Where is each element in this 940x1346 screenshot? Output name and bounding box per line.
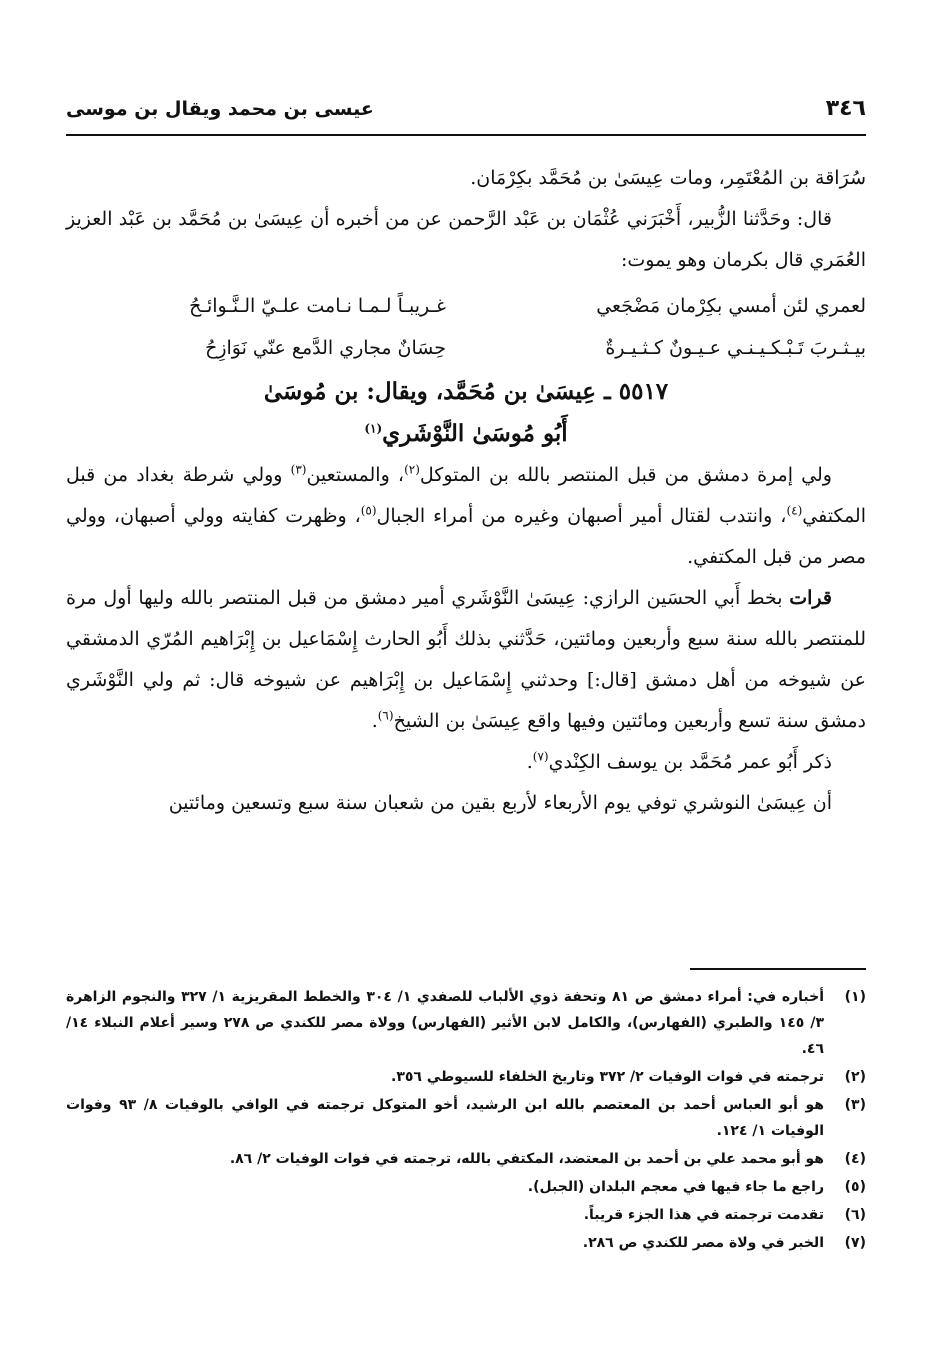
footnote-text: هو أبو محمد علي بن أحمد بن المعتضد، المكتفي بالله، ترجمته في فوات الوفيات ٢/ ٨٦. <box>229 1151 824 1167</box>
footnotes <box>66 984 866 1258</box>
paragraph-5-text-2: . <box>526 751 533 773</box>
entry-subheading <box>66 413 866 455</box>
paragraph-4-text-1: بخط أَبي الحسَين الرازي: عِيسَىٰ النَّوْشَري أمير دمشق من قبل المنتصر بالله وليها أول مرة للمنتصر بالله سنة سبع وأربعين ومائتين، حَدَّثني بذلك أَبُو الحارث إِسْمَاعيل بن إِبْرَاهيم المُرّي الدمشقي عن شيوخه من أهل دمشق [قال:] وحدثني إِسْمَاعيل بن إِبْرَاهيم عن شيوخه قال: ثم ولي النَّوْشَري دمشق سنة تسع وأربعين ومائتين وفيها واقع عِيسَىٰ بن الشيخ <box>66 587 866 732</box>
paragraph-5-text-1: ذكر أَبُو عمر مُحَمَّد بن يوسف الكِنْدي <box>548 751 832 773</box>
footnote-number: (٥) <box>844 1179 866 1195</box>
footnote-number: (١) <box>844 989 866 1005</box>
footnote-3 <box>66 1092 866 1144</box>
paragraph-6: أن عِيسَىٰ النوشري توفي يوم الأربعاء لأربع بقين من شعبان سنة سبع وتسعين ومائتين <box>168 792 832 814</box>
paragraph-4-text-2: . <box>371 710 378 732</box>
paragraph-5 <box>66 742 866 783</box>
footnote-7 <box>66 1230 866 1256</box>
footnote-ref-3[interactable]: (٣) <box>290 462 307 477</box>
paragraph-3-text-2: ، والمستعين <box>306 464 405 486</box>
footnote-ref-5[interactable]: (٥) <box>360 503 377 518</box>
footnote-5 <box>66 1174 866 1200</box>
footnote-1 <box>66 984 866 1062</box>
footnote-ref-6[interactable]: (٦) <box>377 708 394 723</box>
footnote-2 <box>66 1064 866 1090</box>
footnote-number: (٤) <box>844 1151 866 1167</box>
footnote-ref-4[interactable]: (٤) <box>786 503 803 518</box>
paragraph-4 <box>66 578 866 742</box>
footnote-text: هو أبو العباس أحمد بن المعتصم بالله ابن الرشيد، أخو المتوكل ترجمته في الوافي بالوفيات ٨/ ٩٣ وفوات الوفيات ١/ ١٢٤. <box>66 1097 824 1139</box>
paragraph-4-lead-word: قرات <box>789 587 832 609</box>
paragraph-3-text-1: ولي إمرة دمشق من قبل المنتصر بالله بن المتوكل <box>419 464 832 486</box>
paragraph-2: قال: وحَدَّثنا الزُّبير، أَخْبَرَني عُثْمَان بن عَبْد الرَّحمن عن من أخبره أن عِيسَىٰ بن مُحَمَّد بن عَبْد العزيز العُمَري قال بكرمان وهو يموت: <box>66 208 866 271</box>
footnote-text: راجع ما جاء فيها في معجم البلدان (الجبل). <box>527 1179 824 1195</box>
footnote-number: (٦) <box>844 1207 866 1223</box>
running-title: عيسى بن محمد ويقال بن موسى <box>66 98 374 120</box>
poem-line-2-first-hemistich: بيـثـربَ تَـبْـكـيـنـي عـيـونٌ كـثـيـرةٌ <box>605 337 866 359</box>
footnote-ref-1[interactable]: (١) <box>364 421 383 436</box>
page-header <box>66 96 866 132</box>
poem-line-1 <box>66 285 866 327</box>
entry-subheading-text: أَبُو مُوسَىٰ النَّوْشَري <box>382 420 568 447</box>
footnote-6 <box>66 1202 866 1228</box>
paragraph-3 <box>66 455 866 578</box>
footnote-number: (٢) <box>844 1069 866 1085</box>
footnote-ref-2[interactable]: (٢) <box>404 462 420 477</box>
entry-heading: ٥٥١٧ ـ عِيسَىٰ بن مُحَمَّد، ويقال: بن مُوسَىٰ <box>263 378 669 405</box>
footnote-text: تقدمت ترجمته في هذا الجزء قريباً. <box>583 1207 824 1223</box>
poem-line-2 <box>66 327 866 369</box>
footnote-rule <box>690 968 866 970</box>
footnote-ref-7[interactable]: (٧) <box>532 749 549 764</box>
paragraph-3-text-4: ، وانتدب لقتال أمير أصبهان وغيره من أمراء الجبال <box>376 505 787 527</box>
paragraph-1: سُرَاقة بن المُعْتَمِر، ومات عِيسَىٰ بن مُحَمَّد بكِرْمَان. <box>470 167 866 189</box>
header-rule <box>66 134 866 136</box>
footnote-4 <box>66 1146 866 1172</box>
poem-line-1-first-hemistich: لعمري لئن أمسي بكِرْمان مَضْجَعي <box>596 295 866 317</box>
footnote-number: (٣) <box>844 1097 866 1113</box>
paragraph-3-text-5: ، وظهرت كفايته وولي أصبهان، وولي مصر من قبل المكتفي. <box>66 505 866 568</box>
footnote-text: أخباره في: أمراء دمشق ص ٨١ وتحفة ذوي الألباب للصفدي ١/ ٣٠٤ والخطط المقريزية ١/ ٣٢٧ والنجوم الزاهرة ٣/ ١٤٥ والطبري (الفهارس)، والكامل لابن الأثير (الفهارس) وولاة مصر للكندي ص ٢٧٨ وسير أعلام النبلاء ١٤/ ٤٦. <box>66 989 825 1057</box>
poem-line-1-second-hemistich: غـريبـاً لـمـا نـامت علـيّ الـنَّـوائـحُ <box>189 295 446 317</box>
footnote-text: الخبر في ولاة مصر للكندي ص ٢٨٦. <box>582 1235 824 1251</box>
footnote-number: (٧) <box>844 1235 866 1251</box>
poem-line-2-second-hemistich: حِسَانٌ مجاري الدَّمع عنّي نَوَازِحُ <box>205 337 446 359</box>
page-number: ٣٤٦ <box>825 96 866 121</box>
paragraph-3-text-3: وولي شرطة بغداد من قبل المكتفي <box>66 464 866 527</box>
footnote-text: ترجمته في فوات الوفيات ٢/ ٣٧٢ وتاريخ الخلفاء للسيوطي ٣٥٦. <box>390 1069 824 1085</box>
poem <box>66 285 866 369</box>
main-text <box>66 158 866 824</box>
